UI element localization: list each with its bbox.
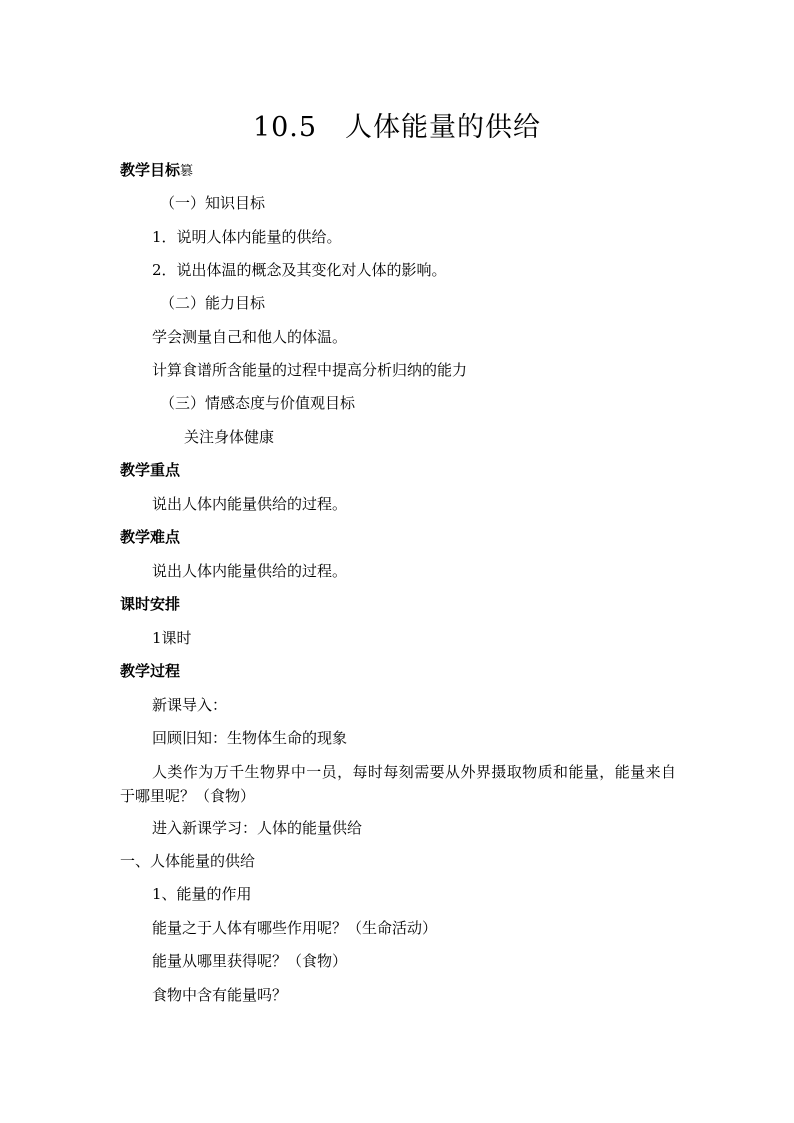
objectives-heading: 教学目标 [120,161,181,179]
emotion-item: 关注身体健康 [184,428,275,446]
key-point-heading: 教学重点 [120,461,181,479]
ability-objectives-title: （二）能力目标 [160,294,266,312]
knowledge-objectives-title: （一）知识目标 [160,194,266,212]
ability-item: 计算食谱所含能量的过程中提高分析归纳的能力 [152,361,468,379]
schedule-heading: 课时安排 [120,595,181,613]
question-item: 食物中含有能量吗？ [152,986,288,1004]
review-text: 回顾旧知：生物体生命的现象 [152,729,348,747]
ability-item: 学会测量自己和他人的体温。 [152,328,348,346]
knowledge-item: 1．说明人体内能量的供给。 [152,228,342,246]
enter-text: 进入新课学习：人体的能量供给 [152,819,363,837]
process-heading: 教学过程 [120,662,181,680]
document-title: 10.5 人体能量的供给 [252,112,542,143]
intro-label: 新课导入： [152,696,228,714]
knowledge-item: 2．说出体温的概念及其变化对人体的影响。 [152,261,447,279]
section-heading: 一、人体能量的供给 [120,852,256,870]
difficulty-text: 说出人体内能量供给的过程。 [152,562,348,580]
schedule-text: 1课时 [152,629,192,647]
objectives-heading-suffix: 篡 [180,164,194,179]
question-item: 能量从哪里获得呢？（食物） [152,952,348,970]
objectives-heading-line [120,160,193,182]
key-point-text: 说出人体内能量供给的过程。 [152,495,348,513]
subsection-heading: 1、能量的作用 [152,885,252,903]
question-item: 能量之于人体有哪些作用呢？（生命活动） [152,919,438,937]
emotion-objectives-title: （三）情感态度与价值观目标 [160,394,356,412]
difficulty-heading: 教学难点 [120,528,181,546]
intro-paragraph: 人类作为万千生物界中一员，每时每刻需要从外界摄取物质和能量，能量来自于哪里呢？（食物） [120,763,676,805]
